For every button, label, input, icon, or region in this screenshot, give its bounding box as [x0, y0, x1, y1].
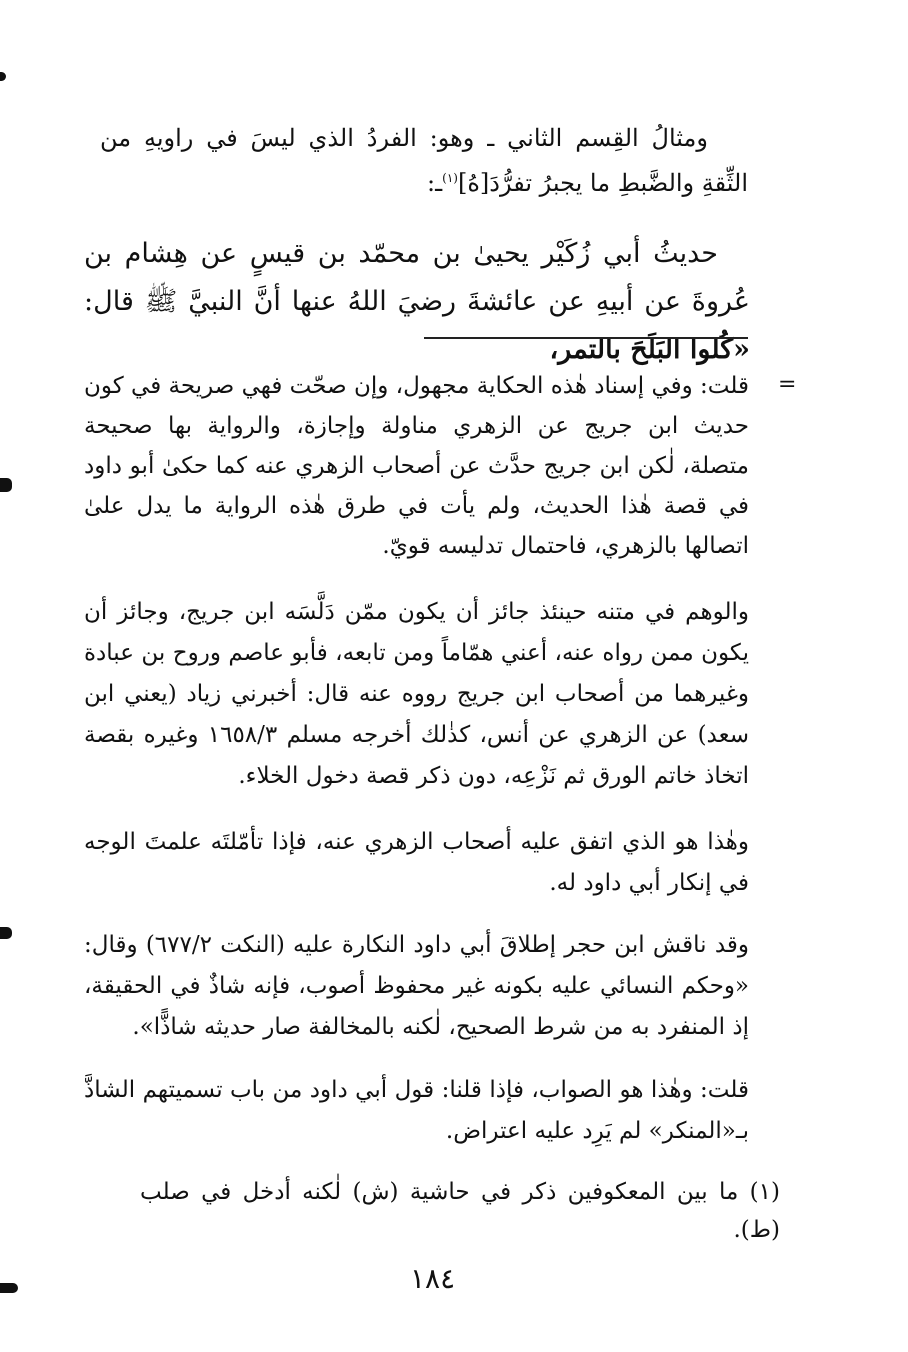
- commentary-paragraph-5: قلت: وهٰذا هو الصواب، فإذا قلنا: قول أبي داود من باب تسميتهم الشاذَّ بـ«المنكر» لم يَرِد عليه اعتراض.: [84, 1077, 749, 1144]
- commentary-paragraph-4: وقد ناقش ابن حجر إطلاقَ أبي داود النكارة عليه (النكت ٦٧٧/٢) وقال: «وحكم النسائي عليه بكونه غير محفوظ أصوب، فإنه شاذٌ في الحقيقة، إذ المنفرد به من شرط الصحيح، لٰكنه بالمخالفة صار حديثه شاذًّا».: [84, 932, 750, 1040]
- commentary-paragraph-2: والوهم في متنه حينئذ جائز أن يكون ممّن دَلَّسَه ابن جريج، وجائز أن يكون ممن رواه عنه، أعني همّاماً ومن تابعه، فأبو عاصم وروح بن عبادة وغيرهما من أصحاب ابن جريج رووه عنه قال: أخبرني زياد (يعني ابن سعد) عن الزهري عن أنس، كذٰلك أخرجه مسلم ١٦٥٨/٣ وغيره بقصة اتخاذ خاتم الورق ثم نَزْعِه، دون ذكر قصة دخول الخلاء.: [84, 599, 749, 789]
- intro-paragraph: [100, 118, 748, 203]
- separator-line: [424, 337, 748, 339]
- commentary-paragraph-3: وهٰذا هو الذي اتفق عليه أصحاب الزهري عنه، فإذا تأمّلتَه علمتَ الوجه في إنكار أبي داود له.: [84, 829, 749, 896]
- hadith-paragraph: [84, 230, 750, 374]
- footnote: (١) ما بين المعكوفين ذكر في حاشية (ش) لٰكنه أدخل في صلب (ط).: [140, 1179, 780, 1243]
- commentary-paragraph-1: قلت: وفي إسناد هٰذه الحكاية مجهول، وإن صحّت فهي صريحة في كون حديث ابن جريج عن الزهري مناولة وإجازة، والرواية بها صحيحة متصلة، لٰكن ابن جريج حدَّث عن أصحاب الزهري عنه كما حكىٰ أبو داود في قصة هٰذا الحديث، ولم يأت في طرق هٰذه الرواية ما يدل علىٰ اتصالها بالزهري، فاحتمال تدليسه قويّ.: [83, 373, 749, 559]
- intro-end: ـ:: [427, 169, 443, 197]
- page-number: ١٨٤: [410, 1262, 456, 1295]
- scan-edge-mark: [0, 927, 12, 939]
- scan-edge-mark: [0, 478, 12, 492]
- hadith-text: حديثُ أبي زُكَيْر يحيىٰ بن محمّد بن قيسٍ عن هِشام بن عُروةَ عن أبيهِ عن عائشةَ رضيَ اللهُ عنها أنَّ النبيَّ ﷺ قال:: [84, 238, 750, 317]
- footnote-reference: (١): [442, 171, 458, 185]
- scan-edge-mark: [0, 1283, 18, 1293]
- scan-edge-mark: [0, 72, 6, 81]
- hadith-quote: «كُلوا البَلَحَ بالتمر،: [549, 334, 750, 365]
- intro-text: ومثالُ القِسم الثاني ـ وهو: الفردُ الذي ليسَ في راويهِ من الثِّقةِ والضَّبطِ ما يجبرُ تفرُّدَ[هُ]: [100, 124, 748, 197]
- continuation-mark: =: [778, 372, 797, 397]
